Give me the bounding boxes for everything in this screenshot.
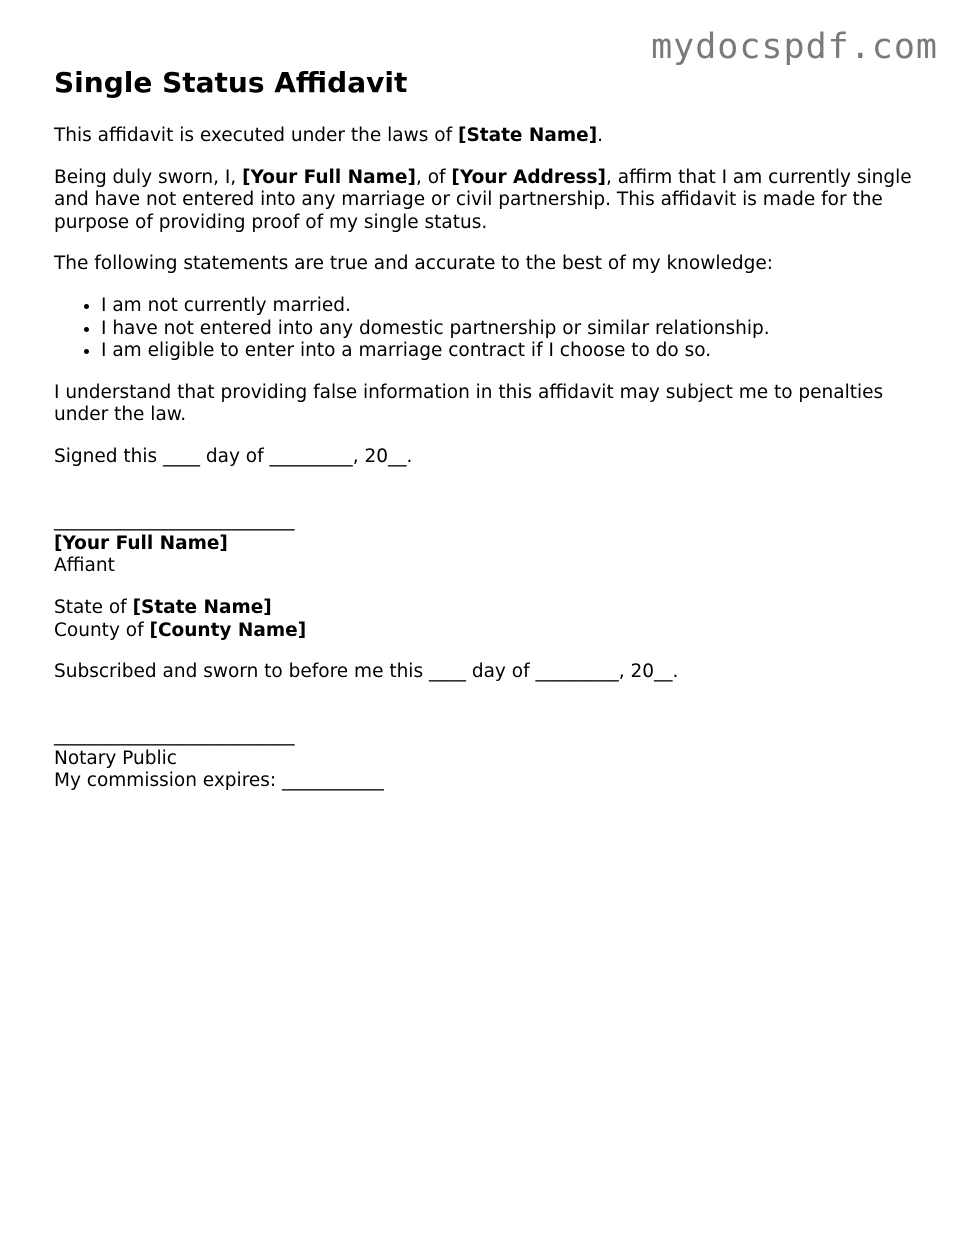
- venue-county: [54, 620, 914, 643]
- affiant-role: Affiant: [54, 555, 115, 577]
- intro-suffix: .: [597, 125, 604, 146]
- venue-state-label: State of: [54, 596, 133, 618]
- address-placeholder: [Your Address]: [451, 166, 606, 188]
- state-placeholder: [State Name]: [457, 125, 598, 146]
- statements-list: [54, 295, 914, 363]
- affiant-signature-line: __________________________: [54, 510, 295, 532]
- document-title: Single Status Affidavit: [54, 66, 408, 99]
- notary-block: [54, 703, 914, 793]
- list-item: • I am not currently married.: [101, 295, 914, 318]
- penalty-paragraph: I understand that providing false information in this affidavit may subject me to penalties under the law.: [54, 381, 884, 426]
- intro-paragraph: [54, 125, 914, 148]
- list-item: • I am eligible to enter into a marriage contract if I choose to do so.: [101, 340, 914, 363]
- signed-date-line: Signed this ____ day of _________, 20__.: [54, 445, 413, 467]
- sworn-text-1: Being duly sworn, I,: [54, 166, 243, 188]
- list-item: • I have not entered into any domestic partnership or similar relationship.: [101, 318, 914, 341]
- notary-role: Notary Public: [54, 747, 177, 769]
- notary-commission: My commission expires: ___________: [54, 770, 384, 792]
- venue-state: [54, 597, 914, 620]
- venue-county-label: County of: [54, 619, 150, 641]
- notary-signature-line: __________________________: [54, 725, 295, 747]
- intro-prefix: This affidavit is executed under the laws of: [54, 125, 458, 146]
- statements-intro: The following statements are true and accurate to the best of my knowledge:: [54, 253, 773, 275]
- sworn-text-3: , affirm that I am currently single and have not entered into any marriage or civil partnership. This affidavit is made for the purpose of providing proof of my single status.: [54, 166, 912, 233]
- sworn-paragraph: [54, 167, 914, 235]
- venue-county-placeholder: [County Name]: [149, 619, 307, 641]
- watermark: mydocspdf.com: [651, 27, 938, 67]
- document-page: [54, 66, 914, 812]
- affiant-name: [Your Full Name]: [54, 532, 228, 554]
- venue-block: [54, 597, 914, 642]
- subscribed-line: Subscribed and sworn to before me this ____ day of _________, 20__.: [54, 661, 679, 683]
- sworn-text-2: , of: [415, 166, 452, 188]
- affiant-signature-block: [54, 488, 914, 578]
- full-name-placeholder: [Your Full Name]: [242, 166, 416, 188]
- venue-state-placeholder: [State Name]: [132, 596, 272, 618]
